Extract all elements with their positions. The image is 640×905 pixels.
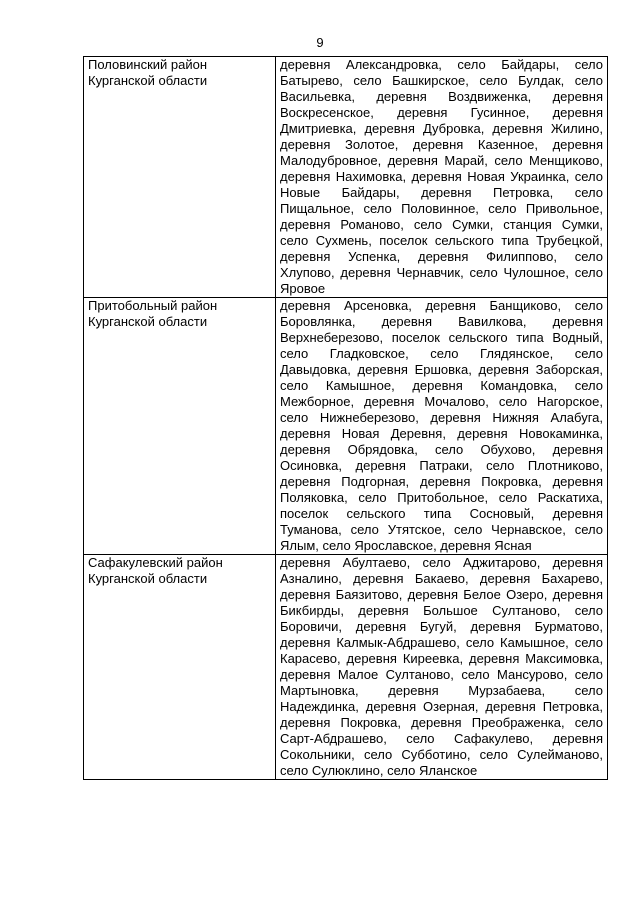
region-name: Сафакулевский район bbox=[88, 555, 223, 570]
region-oblast: Курганской области bbox=[88, 314, 208, 329]
region-cell bbox=[84, 555, 276, 780]
region-oblast: Курганской области bbox=[88, 571, 208, 586]
table-row bbox=[84, 555, 608, 780]
table-row bbox=[84, 298, 608, 555]
region-name: Половинский район bbox=[88, 57, 208, 72]
settlements-cell: деревня Александровка, село Байдары, село Батырево, село Башкирское, село Булдак, село Васильевка, деревня Воздвиженка, деревня Воскресенское, деревня Гусинное, деревня Дмитриевка, деревня Дубровка, деревня Жилино, деревня Золотое, деревня Казенное, деревня Малодубровное, деревня Марай, село Менщиково, деревня Нахимовка, деревня Новая Украинка, село Новые Байдары, деревня Петровка, село Пищальное, село Половинное, село Привольное, деревня Романово, село Сумки, станция Сумки, село Сухмень, поселок сельского типа Трубецкой, деревня Успенка, деревня Филиппово, село Хлупово, деревня Чернавчик, село Чулошное, село Яровое bbox=[276, 57, 608, 298]
region-cell bbox=[84, 57, 276, 298]
settlements-cell: деревня Абултаево, село Аджитарово, деревня Азналино, деревня Бакаево, деревня Бахарево, деревня Баязитово, деревня Белое Озеро, деревня Бикбирды, деревня Большое Султаново, село Боровичи, деревня Бугуй, деревня Бурматово, деревня Калмык-Абдрашево, село Камышное, село Карасево, деревня Киреевка, деревня Максимовка, деревня Малое Султаново, село Мансурово, село Мартыновка, деревня Мурзабаева, село Надеждинка, деревня Озерная, деревня Петровка, деревня Покровка, деревня Преображенка, село Сарт-Абдрашево, село Сафакулево, деревня Сокольники, село Субботино, село Сулейманово, село Сулюклино, село Яланское bbox=[276, 555, 608, 780]
region-cell bbox=[84, 298, 276, 555]
page-number: 9 bbox=[316, 35, 324, 50]
regions-table bbox=[83, 56, 608, 780]
region-oblast: Курганской области bbox=[88, 73, 208, 88]
table-row bbox=[84, 57, 608, 298]
settlements-cell: деревня Арсеновка, деревня Банщиково, село Боровлянка, деревня Вавилкова, деревня Верхнеберезово, поселок сельского типа Водный, село Гладковское, село Глядянское, село Давыдовка, деревня Ершовка, деревня Заборская, село Камышное, деревня Командовка, село Межборное, деревня Мочалово, село Нагорское, село Нижнеберезово, деревня Нижняя Алабуга, деревня Новая Деревня, деревня Новокаминка, деревня Обрядовка, село Обухово, деревня Осиновка, деревня Патраки, село Плотниково, деревня Подгорная, деревня Покровка, деревня Поляковка, село Притобольное, село Раскатиха, поселок сельского типа Сосновый, деревня Туманова, село Утятское, село Чернавское, село Ялым, село Ярославское, деревня Ясная bbox=[276, 298, 608, 555]
region-name: Притобольный район bbox=[88, 298, 218, 313]
